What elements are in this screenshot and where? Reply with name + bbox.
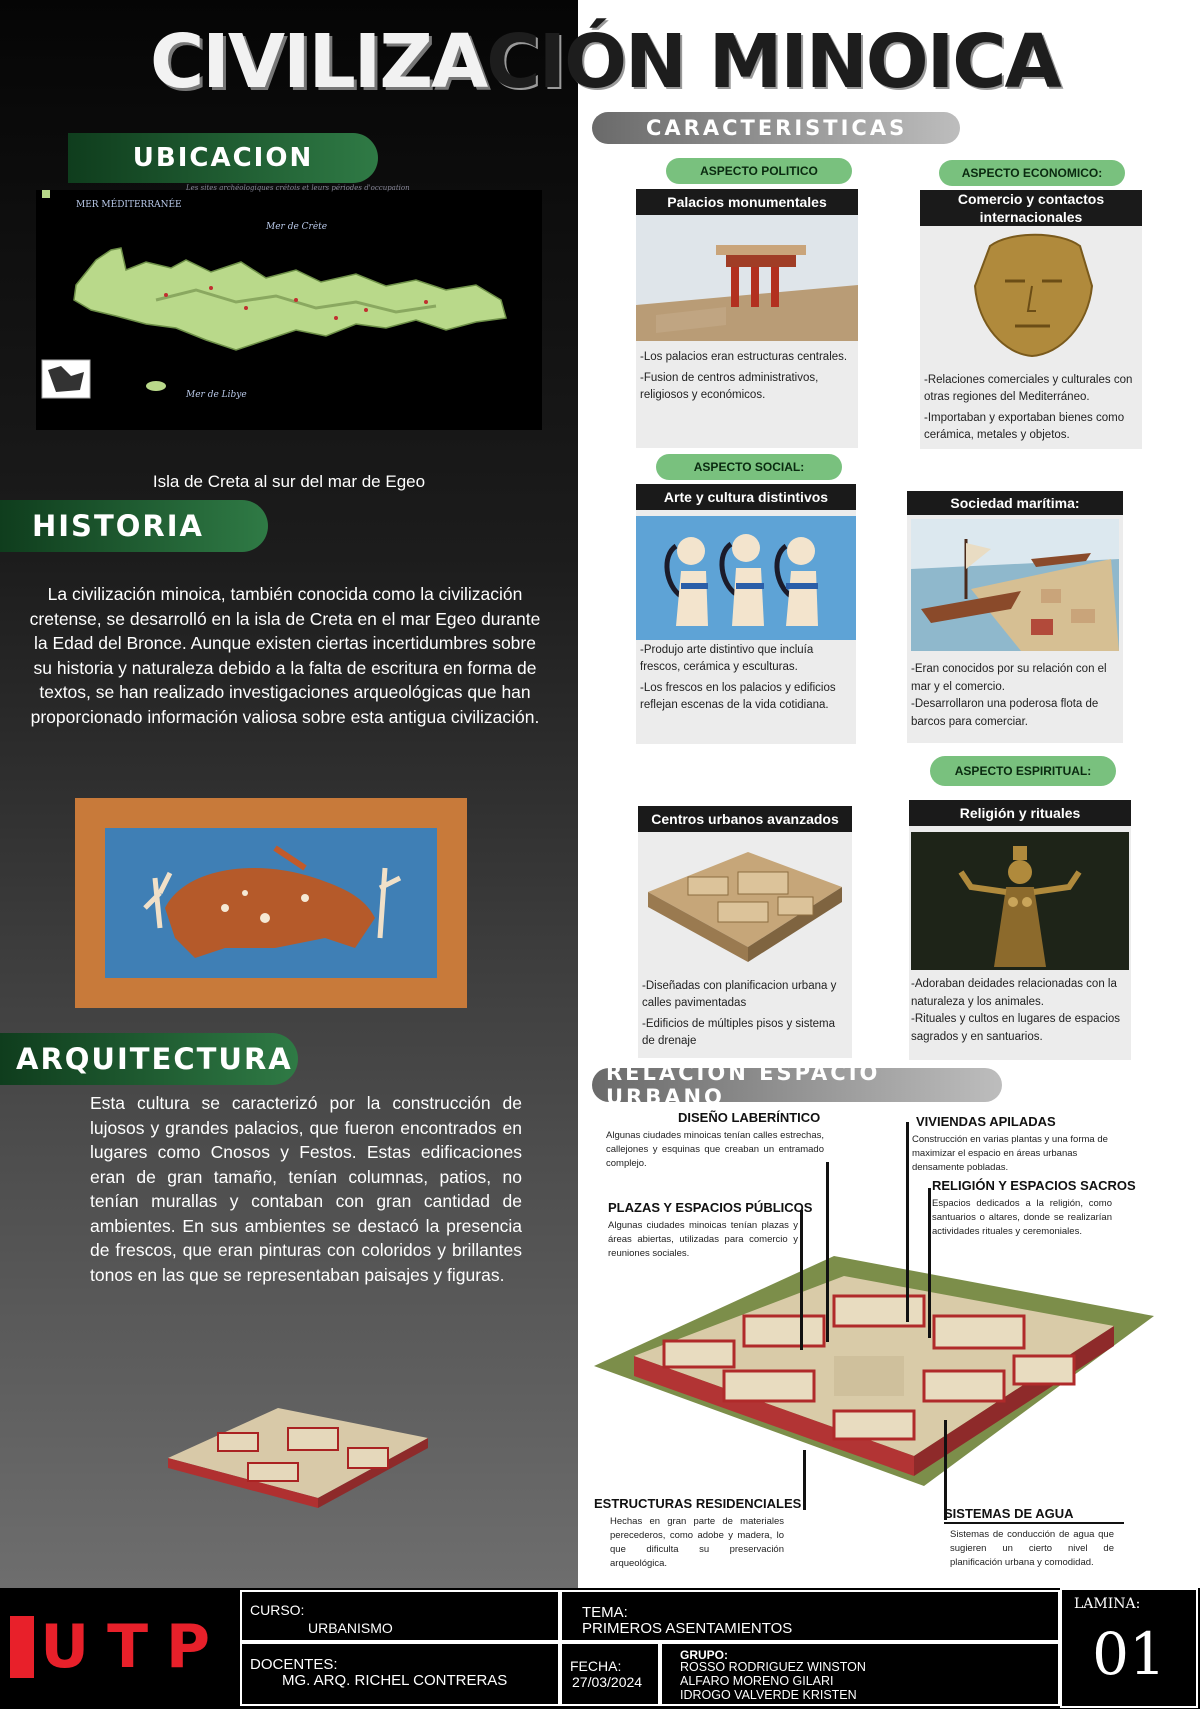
palace-model-large [594, 1246, 1154, 1510]
card-arte [636, 484, 856, 744]
urban-item-religion-title: RELIGIÓN Y ESPACIOS SACROS [932, 1178, 1136, 1193]
card-religion-line-2: -Rituales y cultos en lugares de espacios sagrados y en santuarios. [911, 1013, 1121, 1043]
urban-item-viviendas-text: Construcción en varias plantas y una forma de maximizar el espacio en áreas urbanas densamente pobladas. [912, 1134, 1108, 1173]
aspecto-politico-pill: ASPECTO POLITICO [666, 158, 852, 184]
leader-line-viviendas [906, 1122, 909, 1322]
tema-label: TEMA: [582, 1604, 628, 1621]
card-centros-line-1: -Diseñadas con planificacion urbana y calles pavimentadas [642, 980, 837, 1009]
card-comercio [920, 190, 1142, 449]
arquitectura-heading-text: ARQUITECTURA [16, 1042, 293, 1076]
card-palacios [636, 189, 858, 448]
card-arte-title: Arte y cultura distintivos [636, 484, 856, 510]
card-arte-line-2: -Los frescos en los palacios y edificios reflejan escenas de la vida cotidiana. [640, 682, 836, 711]
card-maritima-title: Sociedad marítima: [907, 491, 1123, 515]
urban-center-image [638, 832, 852, 972]
urban-item-religion-text: Espacios dedicados a la religión, como santuarios o altares, donde se realizarían actividades rituales y ceremoniales. [932, 1198, 1112, 1237]
urban-item-estructuras [594, 1496, 814, 1571]
grupo-member-3: IDROGO VALVERDE KRISTEN [680, 1688, 857, 1702]
urban-item-estructuras-title: ESTRUCTURAS RESIDENCIALES [594, 1496, 802, 1511]
snake-goddess-image [909, 826, 1131, 970]
footer-lamina [1060, 1588, 1198, 1708]
utp-logo [10, 1612, 228, 1682]
aspecto-social-pill: ASPECTO SOCIAL: [656, 454, 842, 480]
card-palacios-line-2: -Fusion de centros administrativos, religiosos y económicos. [640, 372, 819, 401]
urban-item-diseno-text: Algunas ciudades minoicas tenían calles estrechas, callejones y esquinas que creaban un entramado complejo. [606, 1130, 824, 1169]
relacion-heading-text: RELACION ESPACIO URBANO [606, 1061, 881, 1109]
aspecto-espiritual-pill: ASPECTO ESPIRITUAL: [930, 756, 1116, 786]
aspecto-economico-pill: ASPECTO ECONOMICO: [939, 160, 1125, 186]
footer-grupo [660, 1642, 1060, 1706]
footer-curso [240, 1590, 560, 1642]
caracteristicas-heading-text: CARACTERISTICAS [646, 116, 908, 140]
card-palacios-line-1: -Los palacios eran estructuras centrales. [640, 351, 848, 363]
card-arte-line-1: -Produjo arte distintivo que incluía frescos, cerámica y esculturas. [640, 644, 814, 673]
lamina-value: 01 [1092, 1620, 1166, 1688]
map-label-mer-libye: Mer de Libye [186, 390, 247, 400]
curso-label: CURSO: [250, 1602, 305, 1618]
card-religion-title: Religión y rituales [909, 800, 1131, 826]
page-title-text [150, 19, 1060, 105]
fresco-ladies-image [636, 510, 856, 640]
docentes-label: DOCENTES: [250, 1656, 338, 1673]
historia-text: La civilización minoica, también conocida como la civilización cretense, se desarrolló en la isla de Creta en el mar Egeo durante la Edad del Bronce. Aunque existen ciertas incertidumbres sobre su historia y naturaleza debido a la falta de escritura en forma de textos, se han realizado investigaciones arqueológicas que han proporcionado información valiosa sobre esta antigua civilización. [29, 584, 541, 727]
urban-item-plazas-title: PLAZAS Y ESPACIOS PÚBLICOS [608, 1200, 813, 1215]
grupo-members [680, 1660, 866, 1702]
leader-line-agua [944, 1420, 947, 1520]
footer-tema [560, 1590, 1060, 1642]
lamina-label: LAMINA: [1074, 1596, 1141, 1612]
leader-line-religion [928, 1188, 931, 1338]
bull-leaping-fresco [75, 798, 467, 1008]
leader-line-diseno [826, 1162, 829, 1342]
card-centros-title: Centros urbanos avanzados [638, 806, 852, 832]
map-caption: Isla de Creta al sur del mar de Egeo [152, 472, 426, 491]
arquitectura-heading [0, 1033, 298, 1085]
card-maritima-line-1: -Eran conocidos por su relación con el mar y el comercio. [911, 663, 1107, 693]
card-centros-line-2: -Edificios de múltiples pisos y sistema de drenaje [642, 1018, 836, 1047]
fecha-label: FECHA: [570, 1658, 622, 1674]
historia-heading-text: HISTORIA [32, 509, 204, 543]
page-title-part-1: CIVILIZA [150, 19, 487, 105]
urban-item-plazas [608, 1200, 818, 1261]
urban-item-estructuras-text: Hechas en gran parte de materiales perecederos, como adobe y madera, lo que dificulta su preservación arqueológica. [610, 1516, 784, 1569]
grupo-label: GRUPO: [680, 1648, 728, 1662]
arquitectura-text: Esta cultura se caracterizó por la construcción de lujosos y grandes palacios, que fueron encontrados en lugares como Cnosos y Festos. Estas edificaciones eran de gran tamaño, tenían columnas, patios, no tenían murallas y contaban con gran cantidad de ambientes. En sus ambientes se destacó la presencia de frescos, que eran pinturas con coloridos y brillantes tonos en las que se representaban paisajes y figuras. [90, 1093, 522, 1285]
palace-model-small [158, 1388, 448, 1518]
ships-image [907, 515, 1123, 655]
urban-item-agua-text: Sistemas de conducción de agua que sugieren un cierto nivel de planificación urbana y comodidad. [950, 1529, 1114, 1568]
historia-heading [0, 500, 268, 552]
page-title-part-2: CIÓN MINOICA [486, 19, 1060, 105]
urban-item-religion [932, 1178, 1142, 1239]
tema-value: PRIMEROS ASENTAMIENTOS [582, 1620, 793, 1637]
card-maritima-line-2: -Desarrollaron una poderosa flota de barcos para comerciar. [911, 698, 1099, 728]
urban-item-plazas-text: Algunas ciudades minoicas tenían plazas y áreas abiertas, utilizadas para comercio y reuniones sociales. [608, 1220, 798, 1259]
urban-item-viviendas [912, 1114, 1118, 1175]
page-title [150, 18, 1150, 106]
urban-item-agua-title: SISTEMAS DE AGUA [944, 1506, 1124, 1524]
card-religion-line-1: -Adoraban deidades relacionadas con la naturaleza y los animales. [911, 978, 1117, 1008]
map-title: Les sites archéologiques crétois et leurs périodes d'occupation [186, 184, 410, 192]
curso-value: URBANISMO [308, 1620, 393, 1636]
relacion-heading [592, 1061, 1002, 1109]
card-comercio-title: Comercio y contactos internacionales [920, 190, 1142, 226]
fecha-value: 27/03/2024 [572, 1674, 643, 1690]
urban-item-agua [944, 1506, 1124, 1570]
palace-image [636, 215, 858, 341]
gold-mask-image [920, 226, 1142, 366]
card-comercio-line-1: -Relaciones comerciales y culturales con otras regiones del Mediterráneo. [924, 374, 1133, 403]
card-maritima [907, 491, 1123, 743]
urban-item-viviendas-title: VIVIENDAS APILADAS [916, 1114, 1056, 1129]
map-label-mer-crete: Mer de Crète [266, 222, 328, 232]
ubicacion-heading-text: UBICACION [132, 143, 314, 173]
card-comercio-line-2: -Importaban y exportaban bienes como cerámica, metales y objetos. [924, 412, 1125, 441]
card-religion [909, 800, 1131, 1060]
map-label-mer-med: MER MÉDITERRANÉE [76, 200, 182, 210]
footer-docentes [240, 1642, 560, 1706]
urban-item-diseno [606, 1110, 824, 1171]
caracteristicas-heading [592, 112, 960, 144]
card-palacios-title: Palacios monumentales [636, 189, 858, 215]
grupo-member-2: ALFARO MORENO GILARI [680, 1674, 834, 1688]
footer-fecha [560, 1642, 660, 1706]
utp-logo-text: UTP [40, 1612, 228, 1682]
docentes-value: MG. ARQ. RICHEL CONTRERAS [282, 1672, 508, 1689]
ubicacion-heading [68, 133, 378, 183]
grupo-member-1: ROSSO RODRIGUEZ WINSTON [680, 1660, 866, 1674]
card-centros [638, 806, 852, 1058]
urban-item-diseno-title: DISEÑO LABERÍNTICO [678, 1110, 821, 1125]
crete-map [36, 184, 542, 430]
